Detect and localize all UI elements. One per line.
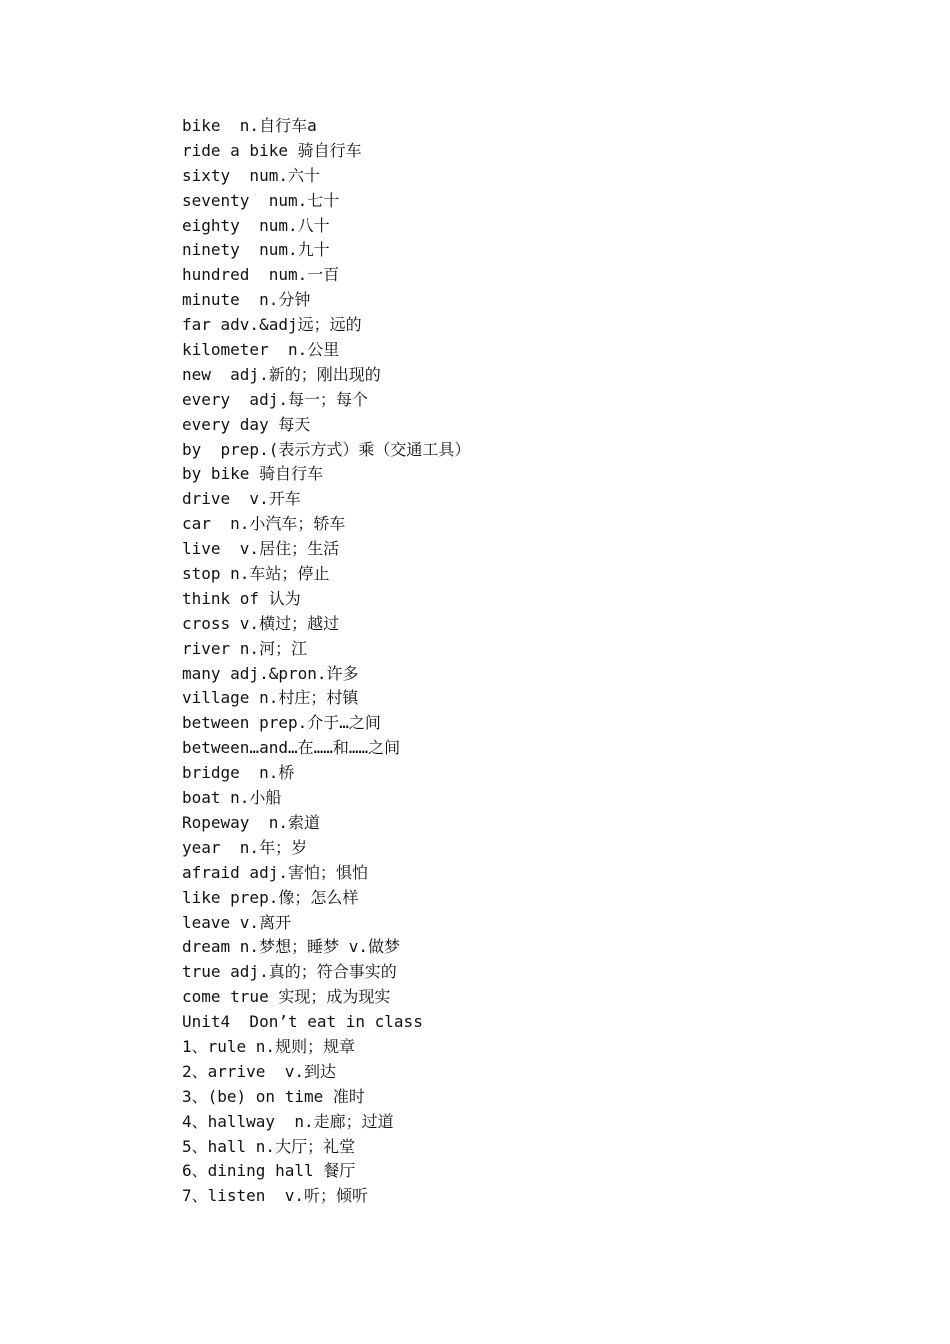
vocab-line: stop n.车站；停止 xyxy=(182,564,330,584)
vocab-line: bike n.自行车a xyxy=(182,116,317,135)
vocab-line: come true 实现；成为现实 xyxy=(182,987,391,1007)
vocab-line: many adj.&pron.许多 xyxy=(182,663,359,683)
vocab-line: minute n.分钟 xyxy=(182,290,311,310)
vocab-line: ride a bike 骑自行车 xyxy=(182,140,362,160)
vocab-line: every day 每天 xyxy=(182,414,311,434)
vocab-line: hundred num.一百 xyxy=(182,265,340,285)
vocab-line: like prep.像；怎么样 xyxy=(182,887,359,907)
vocab-line: Ropeway n.索道 xyxy=(182,812,320,832)
vocab-line: eighty num.八十 xyxy=(182,215,330,235)
vocab-line: 7、listen v.听；倾听 xyxy=(182,1186,368,1206)
vocab-line: 4、hallway n.走廊；过道 xyxy=(182,1111,394,1131)
vocab-line: dream n.梦想；睡梦 v.做梦 xyxy=(182,937,400,957)
vocab-line: 5、hall n.大厅；礼堂 xyxy=(182,1136,356,1156)
vocab-line: between prep.介于…之间 xyxy=(182,713,381,733)
vocab-line: think of 认为 xyxy=(182,588,301,608)
vocab-line: by bike 骑自行车 xyxy=(182,464,324,484)
vocab-line: 2、arrive v.到达 xyxy=(182,1061,336,1081)
vocab-line: seventy num.七十 xyxy=(182,190,340,210)
vocab-line: river n.河；江 xyxy=(182,638,308,658)
vocab-line: true adj.真的；符合事实的 xyxy=(182,962,397,982)
vocab-line: car n.小汽车；轿车 xyxy=(182,514,346,534)
vocab-line: afraid adj.害怕；惧怕 xyxy=(182,862,368,882)
vocab-line: drive v.开车 xyxy=(182,489,301,509)
vocab-line: boat n.小船 xyxy=(182,788,282,808)
vocabulary-list xyxy=(182,114,470,1209)
vocab-line: live v.居住；生活 xyxy=(182,539,340,559)
vocab-line: 1、rule n.规则；规章 xyxy=(182,1036,356,1056)
vocab-line: sixty num.六十 xyxy=(182,165,320,185)
vocab-line: 6、dining hall 餐厅 xyxy=(182,1161,356,1181)
vocab-line: between…and…在……和……之间 xyxy=(182,738,401,758)
vocab-line: village n.村庄；村镇 xyxy=(182,688,359,708)
vocab-line: cross v.横过；越过 xyxy=(182,613,340,633)
vocab-line: ninety num.九十 xyxy=(182,240,330,260)
vocab-line: every adj.每一；每个 xyxy=(182,389,368,409)
vocab-line: by prep.(表示方式）乘（交通工具） xyxy=(182,439,471,459)
vocab-line: bridge n.桥 xyxy=(182,763,295,783)
vocab-line: 3、(be) on time 准时 xyxy=(182,1086,365,1106)
unit-heading: Unit4 Don’t eat in class xyxy=(182,1012,423,1032)
vocab-line: leave v.离开 xyxy=(182,912,292,932)
vocab-line: year n.年；岁 xyxy=(182,837,308,857)
vocab-line: kilometer n.公里 xyxy=(182,340,340,360)
vocab-line: new adj.新的；刚出现的 xyxy=(182,364,381,384)
vocab-line: far adv.&adj远；远的 xyxy=(182,315,362,335)
